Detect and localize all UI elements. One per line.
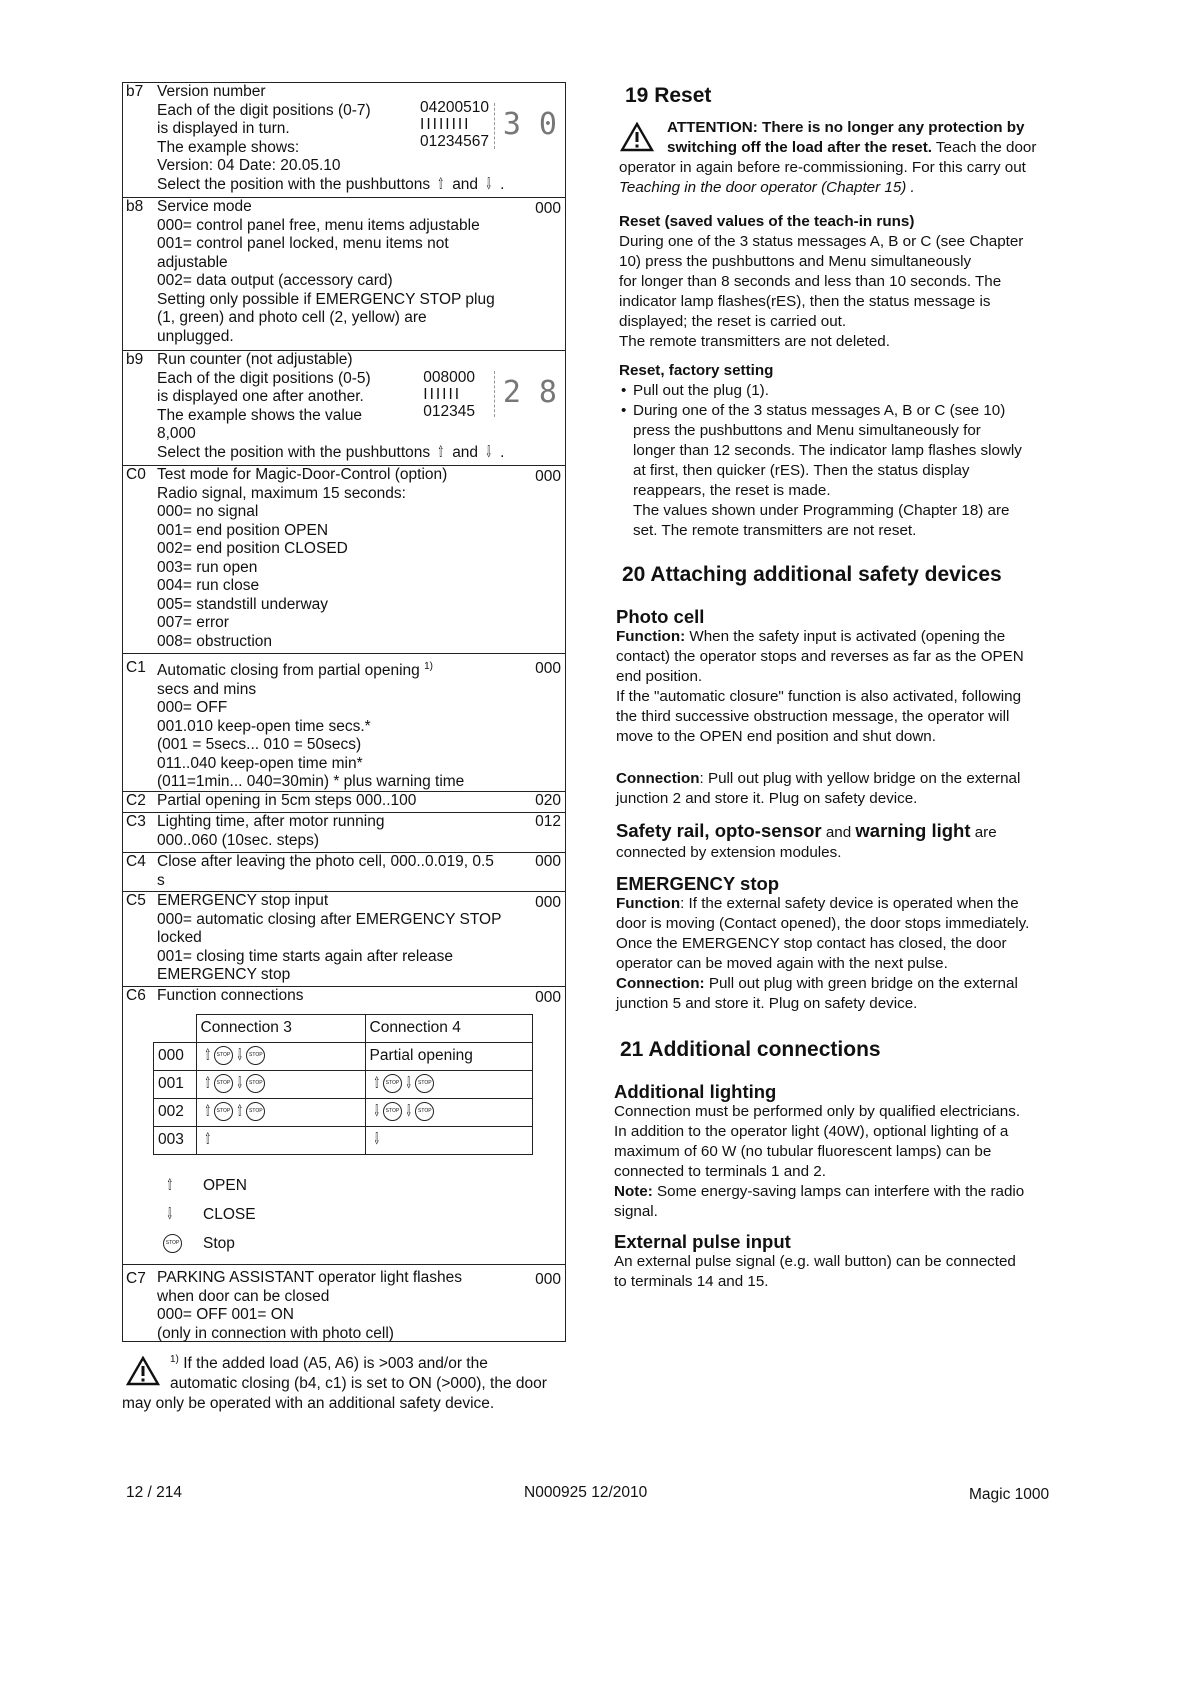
additional-lighting-title: Additional lighting (614, 1081, 777, 1102)
row-b9: b9 Run counter (not adjustable) Each of the digit positions (0-5) is displayed one after another. The example shows the value 8,000 Select the position with the pushbuttons ⇧ and ⇩ . 008000 IIIIII 012345 2 8 (123, 351, 565, 466)
up-arrow-icon: ⇧ (437, 443, 445, 461)
row-c7: C7 000 PARKING ASSISTANT operator light flashes when door can be closed 000= OFF 001= ON (only in connection with photo cell) (126, 1269, 561, 1342)
row-c2: C2 020 Partial opening in 5cm steps 000..100 (123, 792, 565, 813)
row-b7: b7 Version number Each of the digit positions (0-7) is displayed in turn. The example shows: Version: 04 Date: 20.05.10 Select the position with the pushbuttons ⇧ and ⇩ . 04200510 IIIIIIII 01234567 3 0 (123, 83, 565, 198)
photo-cell-title: Photo cell (616, 606, 705, 627)
stop-icon: STOP (415, 1102, 434, 1121)
down-arrow-icon: ⇩ (166, 1205, 174, 1223)
stop-icon: STOP (383, 1074, 402, 1093)
section-title-safety: 20 Attaching additional safety devices (622, 563, 1002, 586)
row-c6: C6 000 Function connections Connection 3 Connection 4 000 ⇧ STOP ⇩ STOP Partial opening 001 ⇧ STOP ⇩ STOP ⇧ STOP ⇩ STOP 002 ⇧ STOP ⇧ STOP ⇩ STOP ⇩ STOP 003 ⇧ ⇩ ⇧ OPEN ⇩ CLOSE STOP Stop (123, 987, 565, 1265)
table-row: 003 ⇧ ⇩ (154, 1126, 533, 1154)
digit-positions: 04200510 IIIIIIII 01234567 (420, 99, 489, 150)
warning-icon (620, 122, 654, 152)
product-name: Magic 1000 (969, 1486, 1050, 1503)
row-c4: C4 000 Close after leaving the photo cell, 000..0.019, 0.5 s (123, 853, 565, 892)
down-arrow-icon: ⇩ (405, 1075, 412, 1093)
section-title-connections: 21 Additional connections (620, 1038, 881, 1061)
down-arrow-icon: ⇩ (236, 1075, 243, 1093)
doc-number: N000925 12/2010 (524, 1484, 648, 1501)
stop-icon: STOP (163, 1234, 182, 1253)
stop-icon: STOP (214, 1102, 233, 1121)
up-arrow-icon: ⇧ (236, 1103, 243, 1121)
up-arrow-icon: ⇧ (203, 1103, 211, 1121)
stop-icon: STOP (383, 1102, 402, 1121)
stop-icon: STOP (214, 1046, 233, 1065)
parameter-table (122, 82, 566, 1342)
stop-icon: STOP (214, 1074, 233, 1093)
segment-display: 3 0 (494, 103, 561, 149)
row-c0: C0 000 Test mode for Magic-Door-Control (option) Radio signal, maximum 15 seconds: 000= no signal 001= end position OPEN 002= end position CLOSED 003= run open 004= run close 005= standstill underway 007= error 008= obstruction (123, 466, 565, 654)
row-c1: C1 000 Automatic closing from partial opening $^{1)}$ secs and mins 000= OFF 001.010 keep-open time secs.* (001 = 5secs... 010 = 50secs) 011..040 keep-open time min* (011=1min... 040=30min) * plus warning time (123, 654, 565, 792)
attention-block: ATTENTION: There is no longer any protection by switching off the load after the reset. Teach the door operator in again before re-commissioning. For this carry out Teaching in the door operator (Chapter 15) . (619, 119, 1037, 196)
down-arrow-icon: ⇩ (405, 1103, 412, 1121)
param-title: Version number (157, 83, 266, 100)
right-column: 19 Reset ATTENTION: There is no longer any protection by switching off the load after the reset. Teach the door operator in again before re-commissioning. For this carry out Teaching in the door operator (Chapter 15) . Reset (saved values of the teach-in runs) During one of the 3 status messages A, B or C (see Chapter 10) press the pushbuttons and Menu simultaneously for longer than 8 seconds and less than 10 seconds. The indicator lamp flashes(rES), then the status message is displayed; the reset is carried out. The remote transmitters are not deleted. Reset, factory setting • Pull out the plug (1). • During one of the 3 status messages A, B or C (see 10) press the pushbuttons and Menu simultaneously for longer than 12 seconds. The indicator lamp flashes slowly at first, then quicker (rES). Then the status display reappears, the reset is made. The values shown under Programming (Chapter 18) are set. The remote transmitters are not reset. 20 Attaching additional safety devices Photo cell Function: When the safety input is activated (opening the contact) the operator stops and reverses as far as the OPEN end position. If the "automatic closure" function is also activated, following the third successive obstruction message, the operator will move to the OPEN end position and shut down. Connection: Pull out plug with yellow bridge on the external junction 2 and store it. Plug on safety device. Safety rail, opto-sensor and warning light are connected by extension modules. EMERGENCY stop Function: If the external safety device is operated when the door is moving (Contact opened), the door stops immediately. Once the EMERGENCY stop contact has closed, the door operator can be moved again with the next pulse. Connection: Pull out plug with green bridge on the external junction 5 and store it. Plug on safety device. 21 Additional connections Additional lighting Connection must be performed only by qualified electricians. In addition to the operator light (40W), optional lighting of a maximum of 60 W (no tubular fluorescent lamps) can be connected to terminals 1 and 2. Note: Some energy-saving lamps can interfere with the radio signal. External pulse input An external pulse signal (e.g. wall button) can be connected to terminals 14 and 15. (612, 86, 1052, 1292)
up-arrow-icon: ⇧ (166, 1176, 174, 1194)
row-c3: C3 012 Lighting time, after motor running 000..060 (10sec. steps) (123, 813, 565, 853)
up-arrow-icon: ⇧ (372, 1075, 380, 1093)
symbol-legend: ⇧ OPEN ⇩ CLOSE STOP Stop (163, 1171, 565, 1258)
up-arrow-icon: ⇧ (203, 1047, 211, 1065)
table-row: 002 ⇧ STOP ⇧ STOP ⇩ STOP ⇩ STOP (154, 1098, 533, 1126)
connection-table (153, 1014, 533, 1155)
up-arrow-icon: ⇧ (203, 1130, 211, 1148)
down-arrow-icon: ⇩ (485, 443, 493, 461)
up-arrow-icon: ⇧ (437, 175, 445, 193)
warning-icon (126, 1356, 160, 1386)
emergency-stop-title: EMERGENCY stop (616, 873, 780, 894)
table-row: 000 ⇧ STOP ⇩ STOP Partial opening (154, 1042, 533, 1070)
section-title-reset: 19 Reset (625, 84, 712, 107)
stop-icon: STOP (246, 1046, 265, 1065)
digit-positions: 008000 IIIIII 012345 (423, 369, 475, 420)
header-connection-3: Connection 3 (196, 1014, 365, 1042)
external-pulse-title: External pulse input (614, 1231, 791, 1252)
table-row: 001 ⇧ STOP ⇩ STOP ⇧ STOP ⇩ STOP (154, 1070, 533, 1098)
down-arrow-icon: ⇩ (485, 175, 493, 193)
down-arrow-icon: ⇩ (372, 1130, 380, 1148)
header-connection-4: Connection 4 (365, 1014, 532, 1042)
row-c5: C5 000 EMERGENCY stop input 000= automatic closing after EMERGENCY STOP locked 001= closing time starts again after release EMERGENCY stop (123, 892, 565, 987)
stop-icon: STOP (415, 1074, 434, 1093)
stop-icon: STOP (246, 1074, 265, 1093)
up-arrow-icon: ⇧ (203, 1075, 211, 1093)
row-b8: b8 000 Service mode 000= control panel free, menu items adjustable 001= control panel locked, menu items not adjustable 002= data output (accessory card) Setting only possible if EMERGENCY STOP plug (1, green) and photo cell (2, yellow) are unplugged. (123, 198, 565, 351)
down-arrow-icon: ⇩ (372, 1103, 380, 1121)
param-code: b7 (126, 83, 144, 100)
footnote: $^{1)}$ If the added load (A5, A6) is >003 and/or the automatic closing (b4, c1) is set to ON (>000), the door may only be operated with an additional safety device. (122, 1354, 547, 1413)
segment-display: 2 8 (494, 371, 561, 417)
down-arrow-icon: ⇩ (236, 1047, 243, 1065)
stop-icon: STOP (246, 1102, 265, 1121)
page-number: 12 / 214 (126, 1484, 183, 1501)
